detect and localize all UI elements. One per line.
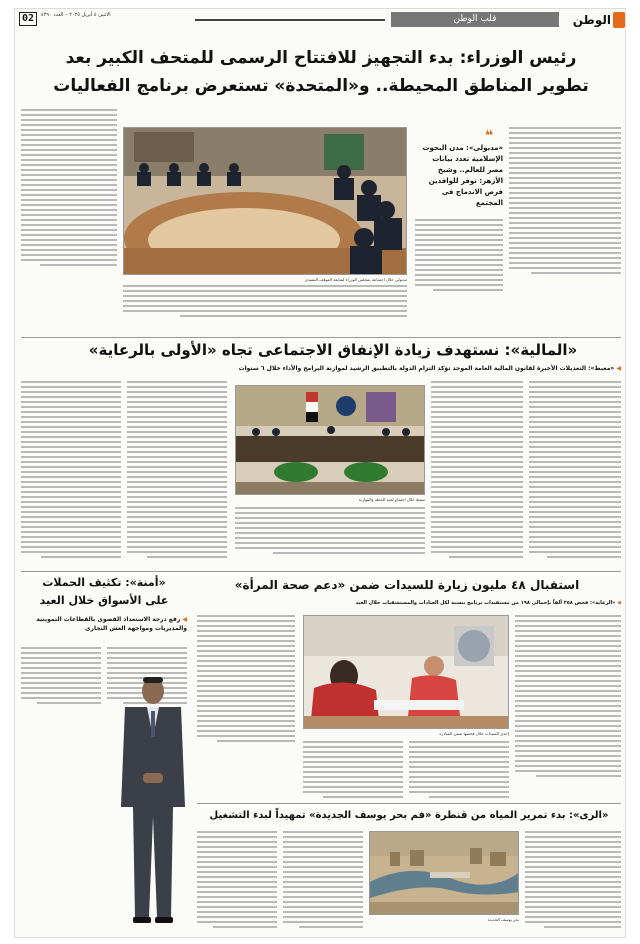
- story1-col-bottom: [123, 285, 407, 320]
- section-label: قلب الوطن: [391, 12, 559, 27]
- arrow-icon: ◀: [615, 600, 621, 606]
- arrow-icon: ◀: [614, 365, 621, 372]
- masthead-logo: [573, 11, 625, 29]
- story4-col-1: [21, 647, 101, 707]
- header-rule: [195, 19, 385, 21]
- story1-photo: [123, 127, 407, 275]
- story1-col-left: [21, 109, 117, 269]
- story2-sub-text: «معيط»: التعديلات الأخيرة لقانون المالية العامة الموحد تؤكد التزام الدولة بالتطبيق الرشيد لموازنة البرامج والأداء خلال ٦ سنوات: [238, 365, 615, 372]
- story1-headline-line1: رئيس الوزراء: بدء التجهيز للافتتاح الرسمى للمتحف الكبير بعد: [65, 48, 577, 68]
- story5-col-1: [197, 831, 277, 931]
- story5-photo: [369, 831, 519, 915]
- story4-subheadline: [21, 615, 187, 633]
- story2-col-2: [127, 381, 227, 561]
- story3-caption: إحدى السيدات خلال فحصها ضمن المبادرة: [439, 731, 509, 736]
- official-portrait: [113, 677, 193, 927]
- story1-caption: مدبولى خلال اجتماعه بمجلس الوزراء لمتابعة الموقف التنفيذى: [304, 277, 407, 282]
- story4-headline-line2: على الأسواق خلال العيد: [39, 594, 169, 607]
- story3-col-4: [515, 615, 621, 780]
- story4-headline-line1: «أمنة»: تكثيف الحملات: [42, 576, 166, 589]
- story1-col-right: [509, 127, 621, 277]
- story3-col-1: [197, 615, 295, 745]
- story2-col-3: [235, 507, 425, 557]
- logo-text: الوطن: [572, 13, 611, 27]
- story1-side-quote: «مدبولى»: مدن البحوث الإسلامية تعدد بيانات مصر للعالم.. وشيخ الأزهر: نوفر للوافدين فرص الاندماج فى المجتمع: [422, 144, 503, 207]
- story3-photo: [303, 615, 509, 729]
- story5-headline: «الرى»: بدء تمرير المياه من قنطرة «فم بحر يوسف الجديدة» تمهيداً لبدء التشغيل: [209, 810, 609, 821]
- arrow-icon: ◀: [180, 616, 187, 623]
- story3-subheadline: [193, 597, 621, 609]
- story2-col-4: [431, 381, 523, 561]
- newspaper-page: [14, 8, 626, 938]
- story5-caption: بحر يوسف الجديدة: [487, 917, 519, 922]
- story3-col-3: [409, 741, 509, 801]
- story2-col-5: [529, 381, 621, 561]
- logo-mark-icon: [613, 12, 625, 28]
- page-number: 02: [19, 12, 37, 26]
- story2-headline: «المالية»: نستهدف زيادة الإنفاق الاجتماعى تجاه «الأولى بالرعاية»: [88, 341, 578, 359]
- story4-sub-text: رفع درجة الاستعداد القصوى بالقطاعات التموينية والمديريات ومواجهة الغش التجارى: [36, 616, 187, 632]
- story2-caption: معيط خلال اجتماع لجنة الخطة والموازنة: [358, 497, 425, 502]
- story5-col-3: [525, 831, 621, 931]
- story2-subheadline: [45, 363, 621, 375]
- quote-icon: ❝: [485, 128, 494, 144]
- story2-col-1: [21, 381, 121, 561]
- divider: [21, 337, 621, 338]
- divider: [21, 571, 621, 572]
- dateline: الاثنين ٤ أبريل ٢٠٢٥ – العدد ٤٣٩٠: [41, 12, 111, 18]
- divider: [197, 803, 621, 804]
- story3-col-2: [303, 741, 403, 801]
- story3-sub-text: «الرعاية»: فحص ٢٥٨ ألفاً بإجمالى ١٩٨ من مستفيدات برنامج بنسبة لكل العيادات والمستشفيات خلال العيد: [355, 600, 616, 606]
- story1-col-mid: [415, 219, 503, 294]
- page-header: [15, 9, 627, 31]
- story1-headline-line2: تطوير المناطق المحيطة.. و«المتحدة» تستعرض برنامج الفعاليات: [53, 76, 589, 96]
- story3-headline: استقبال ٤٨ مليون زيارة للسيدات ضمن «دعم صحة المرأة»: [234, 578, 580, 592]
- story2-photo: [235, 385, 425, 495]
- story5-col-2: [283, 831, 363, 931]
